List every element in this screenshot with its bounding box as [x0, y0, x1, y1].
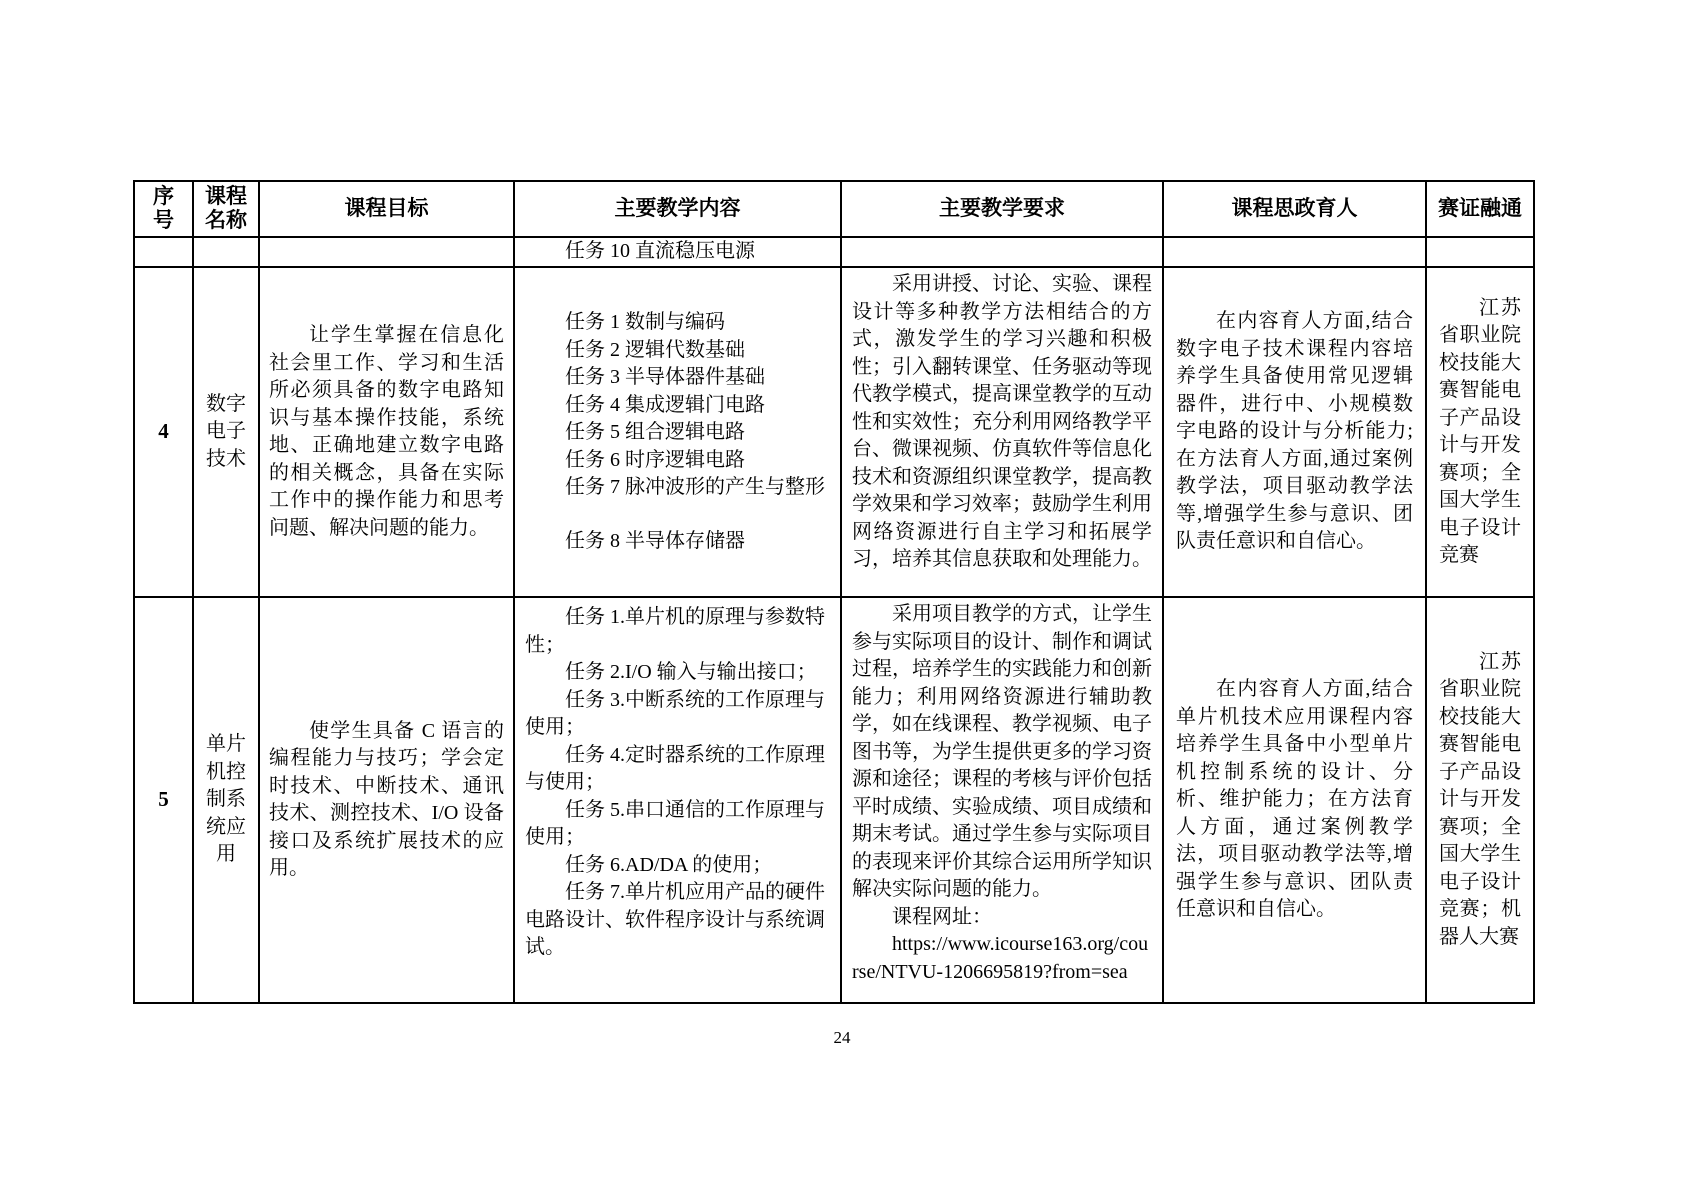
requirements-text: 采用项目教学的方式，让学生参与实际项目的设计、制作和调试过程，培养学生的实践能力和创新能力；利用网络资源进行辅助教学，如在线课程、教学视频、电子图书等，为学生提供更多的学习资源和途径；课程的考核与评价包括平时成绩、实验成绩、项目成绩和期末考试。通过学生参与实际项目的表现来评价其综合运用所学知识解决实际问题的能力。	[852, 603, 1152, 900]
header-competition-cert: 赛证融通	[1426, 181, 1534, 237]
carry-seq-cell	[134, 237, 193, 267]
task-item: 任务 7 脉冲波形的产生与整形	[565, 476, 825, 498]
header-course-objective: 课程目标	[259, 181, 514, 237]
ideology-text: 在内容育人方面,结合数字电子技术课程内容培养学生具备使用常见逻辑器件，进行中、小规模数字电路的设计与分析能力;在方法育人方面,通过案例教学法，项目驱动教学法等,增强学生参与意识、团队责任意识和自信心。	[1176, 310, 1413, 553]
teaching-requirements-cell	[841, 267, 1163, 597]
task-item: 任务 7.单片机应用产品的硬件电路设计、软件程序设计与系统调试。	[525, 881, 825, 958]
ideology-text: 在内容育人方面,结合单片机技术应用课程内容培养学生具备中小型单片机控制系统的设计、分析、维护能力；在方法育人方面，通过案例教学法，项目驱动教学法等,增强学生参与意识、团队责任意识和自信心。	[1176, 678, 1413, 921]
task-item: 任务 4.定时器系统的工作原理与使用；	[525, 743, 825, 793]
task-item: 任务 1.单片机的原理与参数特性；	[525, 606, 825, 656]
teaching-content-cell	[514, 267, 841, 597]
carry-task-text: 任务 10 直流稳压电源	[565, 240, 755, 263]
carry-competition-cell	[1426, 237, 1534, 267]
task-item: 任务 4 集成逻辑门电路	[565, 393, 765, 416]
ideology-cell	[1163, 267, 1426, 597]
course-name: 数字电子技术	[193, 267, 259, 597]
task-item: 任务 5.串口通信的工作原理与使用；	[525, 798, 825, 848]
course-objective-text: 让学生掌握在信息化社会里工作、学习和生活所必须具备的数字电路知识与基本操作技能，系统地、正确地建立数字电路的相关概念，具备在实际工作中的操作能力和思考问题、解决问题的能力。	[269, 324, 504, 539]
header-teaching-content: 主要教学内容	[514, 181, 841, 237]
task-item: 任务 1 数制与编码	[565, 311, 725, 333]
carry-requirements-cell	[841, 237, 1163, 267]
table-row	[134, 597, 1534, 1003]
task-item: 任务 3.中断系统的工作原理与使用；	[525, 688, 825, 738]
competition-text: 江苏省职业院校技能大赛智能电子产品设计与开发赛项；全国大学生电子设计竞赛；机器人大赛	[1439, 650, 1521, 948]
course-site-url: https://www.icourse163.org/course/NTVU-1206695819?from=sea	[852, 933, 1149, 983]
header-seq-no: 序号	[134, 181, 193, 237]
carry-ideology-cell	[1163, 237, 1426, 267]
seq-no: 4	[134, 267, 193, 597]
header-ideology-education: 课程思政育人	[1163, 181, 1426, 237]
seq-no: 5	[134, 597, 193, 1003]
header-course-name: 课程名称	[193, 181, 259, 237]
teaching-content-cell	[514, 597, 841, 1003]
table-header-row	[134, 181, 1534, 237]
task-item: 任务 6.AD/DA 的使用；	[565, 853, 773, 876]
carry-name-cell	[193, 237, 259, 267]
competition-cell	[1426, 597, 1534, 1003]
carryover-row	[134, 237, 1534, 267]
task-item: 任务 8 半导体存储器	[565, 529, 745, 552]
carry-objective-cell	[259, 237, 514, 267]
course-name: 单片机控制系统应用	[193, 597, 259, 1003]
task-item: 任务 6 时序逻辑电路	[565, 448, 745, 471]
course-objective-cell	[259, 267, 514, 597]
course-objective-cell	[259, 597, 514, 1003]
course-site-label: 课程网址：	[892, 905, 992, 928]
carry-content-cell	[514, 237, 841, 267]
course-objective-text: 使学生具备 C 语言的编程能力与技巧；学会定时技术、中断技术、通讯技术、测控技术、I/O 设备接口及系统扩展技术的应用。	[269, 719, 504, 879]
task-item: 任务 5 组合逻辑电路	[565, 421, 745, 443]
teaching-requirements-cell	[841, 597, 1163, 1003]
competition-text: 江苏省职业院校技能大赛智能电子产品设计与开发赛项；全国大学生电子设计竞赛	[1439, 296, 1521, 566]
header-teaching-requirements: 主要教学要求	[841, 181, 1163, 237]
page-number: 24	[833, 1028, 851, 1047]
ideology-cell	[1163, 597, 1426, 1003]
task-item: 任务 2.I/O 输入与输出接口；	[565, 661, 817, 683]
competition-cell	[1426, 267, 1534, 597]
course-plan-table	[133, 180, 1535, 1004]
task-item: 任务 3 半导体器件基础	[565, 366, 765, 388]
requirements-text: 采用讲授、讨论、实验、课程设计等多种教学方法相结合的方式，激发学生的学习兴趣和积极性；引入翻转课堂、任务驱动等现代教学模式，提高课堂教学的互动性和实效性；充分利用网络教学平台、微课视频、仿真软件等信息化技术和资源组织课堂教学，提高教学效果和学习效率；鼓励学生利用网络资源进行自主学习和拓展学习，培养其信息获取和处理能力。	[852, 273, 1152, 570]
task-item: 任务 2 逻辑代数基础	[565, 338, 745, 361]
table-row	[134, 267, 1534, 597]
